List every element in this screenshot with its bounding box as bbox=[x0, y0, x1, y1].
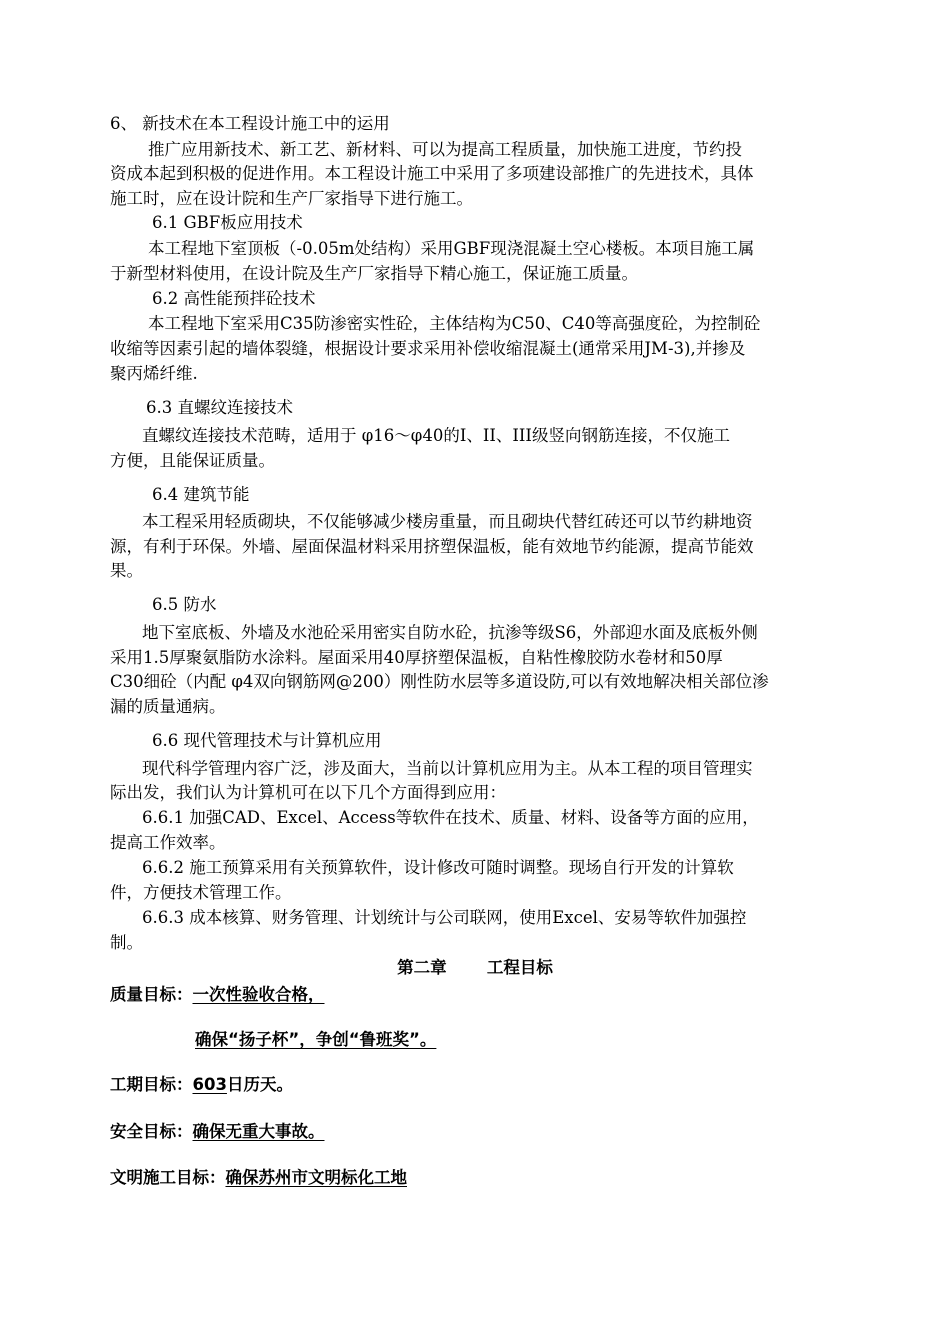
quality-value: 一次性验收合格， bbox=[192, 985, 325, 1004]
civil-label: 文明施工目标： bbox=[110, 1168, 226, 1187]
intro-line-1: 推广应用新技术、新工艺、新材料、可以为提高工程质量，加快施工进度，节约投 bbox=[148, 140, 742, 159]
safety-value: 确保无重大事故。 bbox=[192, 1122, 325, 1141]
s66-line-2: 际出发，我们认为计算机可在以下几个方面得到应用： bbox=[110, 783, 506, 802]
s662-line-2: 件，方便技术管理工作。 bbox=[110, 883, 292, 902]
intro-line-3: 施工时，应在设计院和生产厂家指导下进行施工。 bbox=[110, 189, 473, 208]
s662-line-1: 6.6.2 施工预算采用有关预算软件，设计修改可随时调整。现场自行开发的计算软 bbox=[142, 858, 734, 877]
safety-label: 安全目标： bbox=[110, 1122, 193, 1141]
s661-line-1: 6.6.1 加强CAD、Excel、Access等软件在技术、质量、材料、设备等方面的应用， bbox=[142, 808, 759, 827]
period-suffix: 日历天。 bbox=[226, 1075, 293, 1094]
s663-line-1: 6.6.3 成本核算、财务管理、计划统计与公司联网，使用Excel、安易等软件加强控 bbox=[142, 908, 747, 927]
s61-line-2: 于新型材料使用，在设计院及生产厂家指导下精心施工，保证施工质量。 bbox=[110, 264, 638, 283]
s663-line-2: 制。 bbox=[110, 933, 143, 952]
s65-line-3: C30细砼（内配 φ4双向钢筋网@200）刚性防水层等多道设防,可以有效地解决相关部位渗 bbox=[110, 672, 769, 691]
section-6-3-title: 6.3 直螺纹连接技术 bbox=[146, 398, 293, 417]
s63-line-2: 方便，且能保证质量。 bbox=[110, 451, 275, 470]
chapter-2-title: 第二章 工程目标 bbox=[397, 958, 553, 977]
s66-line-1: 现代科学管理内容广泛，涉及面大，当前以计算机应用为主。从本工程的项目管理实 bbox=[142, 759, 753, 778]
quality-value-2: 确保“扬子杯”，争创“鲁班奖”。 bbox=[195, 1030, 437, 1049]
section-6-5-title: 6.5 防水 bbox=[152, 595, 217, 614]
quality-goal-line-2 bbox=[195, 1028, 436, 1052]
s661-line-2: 提高工作效率。 bbox=[110, 833, 226, 852]
quality-label: 质量目标： bbox=[110, 985, 193, 1004]
civil-goal bbox=[110, 1166, 407, 1190]
civil-value: 确保苏州市文明标化工地 bbox=[225, 1168, 407, 1187]
section-6-4-title: 6.4 建筑节能 bbox=[152, 485, 250, 504]
period-label: 工期目标： bbox=[110, 1075, 193, 1094]
intro-line-2: 资成本起到积极的促进作用。本工程设计施工中采用了多项建设部推广的先进技术，具体 bbox=[110, 164, 754, 183]
period-number: 603 bbox=[192, 1075, 227, 1094]
quality-goal bbox=[110, 983, 325, 1007]
safety-goal bbox=[110, 1120, 325, 1144]
s62-line-3: 聚丙烯纤维. bbox=[110, 364, 198, 383]
section-6-title: 6、 新技术在本工程设计施工中的运用 bbox=[110, 114, 390, 133]
section-6-2-title: 6.2 高性能预拌砼技术 bbox=[152, 289, 316, 308]
s64-line-3: 果。 bbox=[110, 561, 143, 580]
s65-line-4: 漏的质量通病。 bbox=[110, 697, 226, 716]
s62-line-1: 本工程地下室采用C35防渗密实性砼，主体结构为C50、C40等高强度砼，为控制砼 bbox=[148, 314, 761, 333]
section-6-1-title: 6.1 GBF板应用技术 bbox=[152, 213, 303, 232]
s65-line-1: 地下室底板、外墙及水池砼采用密实自防水砼，抗渗等级S6，外部迎水面及底板外侧 bbox=[142, 623, 758, 642]
s62-line-2: 收缩等因素引起的墙体裂缝，根据设计要求采用补偿收缩混凝土(通常采用JM-3),并掺及 bbox=[110, 339, 746, 358]
section-6-6-title: 6.6 现代管理技术与计算机应用 bbox=[152, 731, 382, 750]
s65-line-2: 采用1.5厚聚氨脂防水涂料。屋面采用40厚挤塑保温板，自粘性橡胶防水卷材和50厚 bbox=[110, 648, 723, 667]
s64-line-2: 源，有利于环保。外墙、屋面保温材料采用挤塑保温板，能有效地节约能源，提高节能效 bbox=[110, 537, 754, 556]
s61-line-1: 本工程地下室顶板（-0.05m处结构）采用GBF现浇混凝土空心楼板。本项目施工属 bbox=[148, 239, 755, 258]
s64-line-1: 本工程采用轻质砌块，不仅能够减少楼房重量，而且砌块代替红砖还可以节约耕地资 bbox=[142, 512, 753, 531]
s63-line-1: 直螺纹连接技术范畴，适用于 φ16～φ40的I、II、III级竖向钢筋连接，不仅施工 bbox=[142, 426, 730, 445]
period-goal bbox=[110, 1073, 293, 1097]
